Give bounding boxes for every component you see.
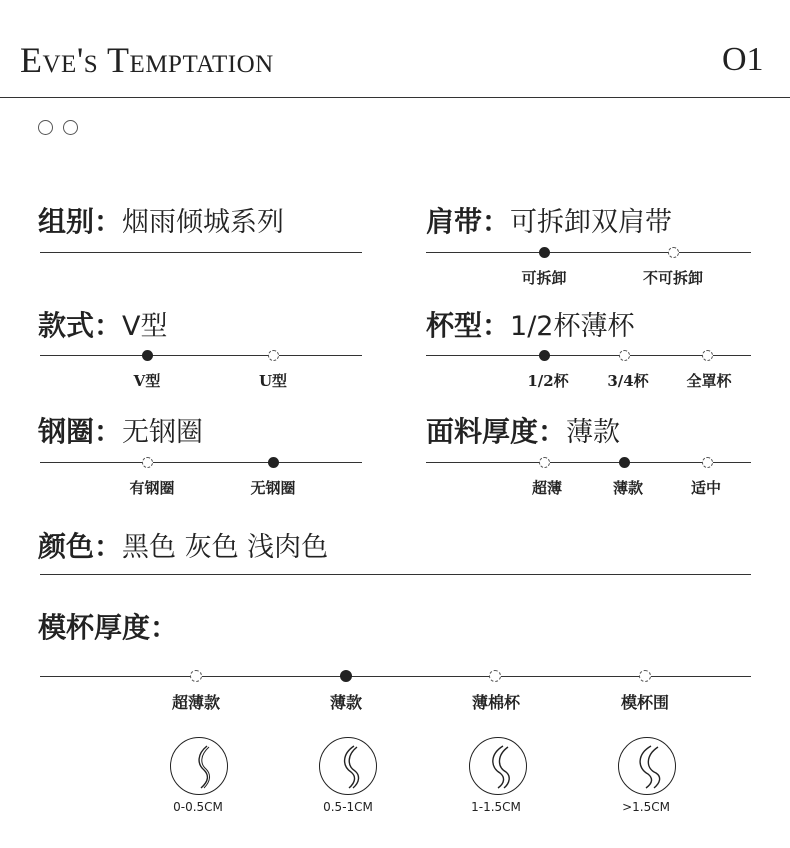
fabric-option-marker-selected[interactable]: [619, 457, 630, 468]
cup-option-marker[interactable]: [619, 350, 630, 361]
color-rule: [40, 574, 751, 575]
pagination-dot-1[interactable]: [38, 120, 53, 135]
underwire-key: 钢圈：: [38, 415, 123, 448]
fabric-option-ultrathin: 超薄: [531, 479, 563, 497]
underwire-option-with: 有钢圈: [129, 479, 175, 497]
cup-option-half: 1/2杯: [527, 372, 569, 390]
style-rule: [40, 355, 362, 356]
strap-option-fixed: 不可拆卸: [642, 269, 704, 287]
style-value: V型: [122, 311, 168, 342]
color-key: 颜色：: [38, 530, 123, 563]
strap-option-marker-selected[interactable]: [539, 247, 550, 258]
strap-row: [426, 205, 672, 240]
mold-cup-option-ultrathin: 超薄款: [171, 693, 221, 712]
style-option-marker[interactable]: [268, 350, 279, 361]
fabric-value: 薄款: [566, 417, 621, 448]
mold-cup-option-molded: 模杯围: [620, 693, 670, 712]
style-row: [38, 309, 168, 344]
style-option-u: U型: [258, 372, 288, 390]
color-row: [38, 530, 328, 565]
strap-option-detachable: 可拆卸: [521, 269, 567, 287]
group-key: 组别：: [38, 205, 123, 238]
cup-cross-section-icon: [618, 737, 676, 795]
color-value: 黑色 灰色 浅肉色: [122, 532, 329, 563]
underwire-value: 无钢圈: [122, 417, 204, 448]
mold-cup-option-thin-cotton: 薄棉杯: [471, 693, 521, 712]
strap-option-marker[interactable]: [668, 247, 679, 258]
underwire-option-marker[interactable]: [142, 457, 153, 468]
mold-cup-option-marker[interactable]: [489, 670, 501, 682]
group-rule: [40, 252, 362, 253]
mold-cup-option-marker-selected[interactable]: [340, 670, 352, 682]
fabric-option-thin: 薄款: [612, 479, 644, 497]
brand-title: Eve's Temptation: [20, 40, 274, 80]
cup-option-marker-selected[interactable]: [539, 350, 550, 361]
fabric-key: 面料厚度：: [426, 415, 567, 448]
mold-cup-option-thin: 薄款: [329, 693, 363, 712]
style-key: 款式：: [38, 309, 123, 342]
thickness-range-1: 0-0.5CM: [173, 800, 223, 814]
thickness-range-4: >1.5CM: [622, 800, 670, 814]
cup-value: 1/2杯薄杯: [510, 311, 635, 342]
fabric-option-medium: 适中: [690, 479, 722, 497]
underwire-row: [38, 415, 203, 450]
cup-option-full: 全罩杯: [686, 372, 732, 390]
page-number: O1: [722, 41, 764, 78]
cup-cross-section-icon: [170, 737, 228, 795]
underwire-rule: [40, 462, 362, 463]
header-divider: [0, 97, 790, 98]
strap-rule: [426, 252, 751, 253]
strap-key: 肩带：: [426, 205, 511, 238]
cup-cross-section-icon: [319, 737, 377, 795]
cup-key: 杯型：: [426, 309, 511, 342]
style-option-v: V型: [133, 372, 161, 390]
underwire-option-without: 无钢圈: [250, 479, 296, 497]
cup-option-marker[interactable]: [702, 350, 713, 361]
mold-cup-title: 模杯厚度：: [38, 611, 179, 644]
thickness-range-3: 1-1.5CM: [471, 800, 521, 814]
group-value: 烟雨倾城系列: [122, 207, 285, 238]
group-row: [38, 205, 284, 240]
strap-value: 可拆卸双肩带: [510, 207, 673, 238]
underwire-option-marker-selected[interactable]: [268, 457, 279, 468]
cup-option-three-quarter: 3/4杯: [607, 372, 649, 390]
fabric-row: [426, 415, 620, 450]
fabric-option-marker[interactable]: [539, 457, 550, 468]
cup-cross-section-icon: [469, 737, 527, 795]
cup-row: [426, 309, 634, 344]
fabric-option-marker[interactable]: [702, 457, 713, 468]
style-option-marker-selected[interactable]: [142, 350, 153, 361]
thickness-range-2: 0.5-1CM: [323, 800, 373, 814]
mold-cup-option-marker[interactable]: [639, 670, 651, 682]
mold-cup-option-marker[interactable]: [190, 670, 202, 682]
pagination-dot-2[interactable]: [63, 120, 78, 135]
